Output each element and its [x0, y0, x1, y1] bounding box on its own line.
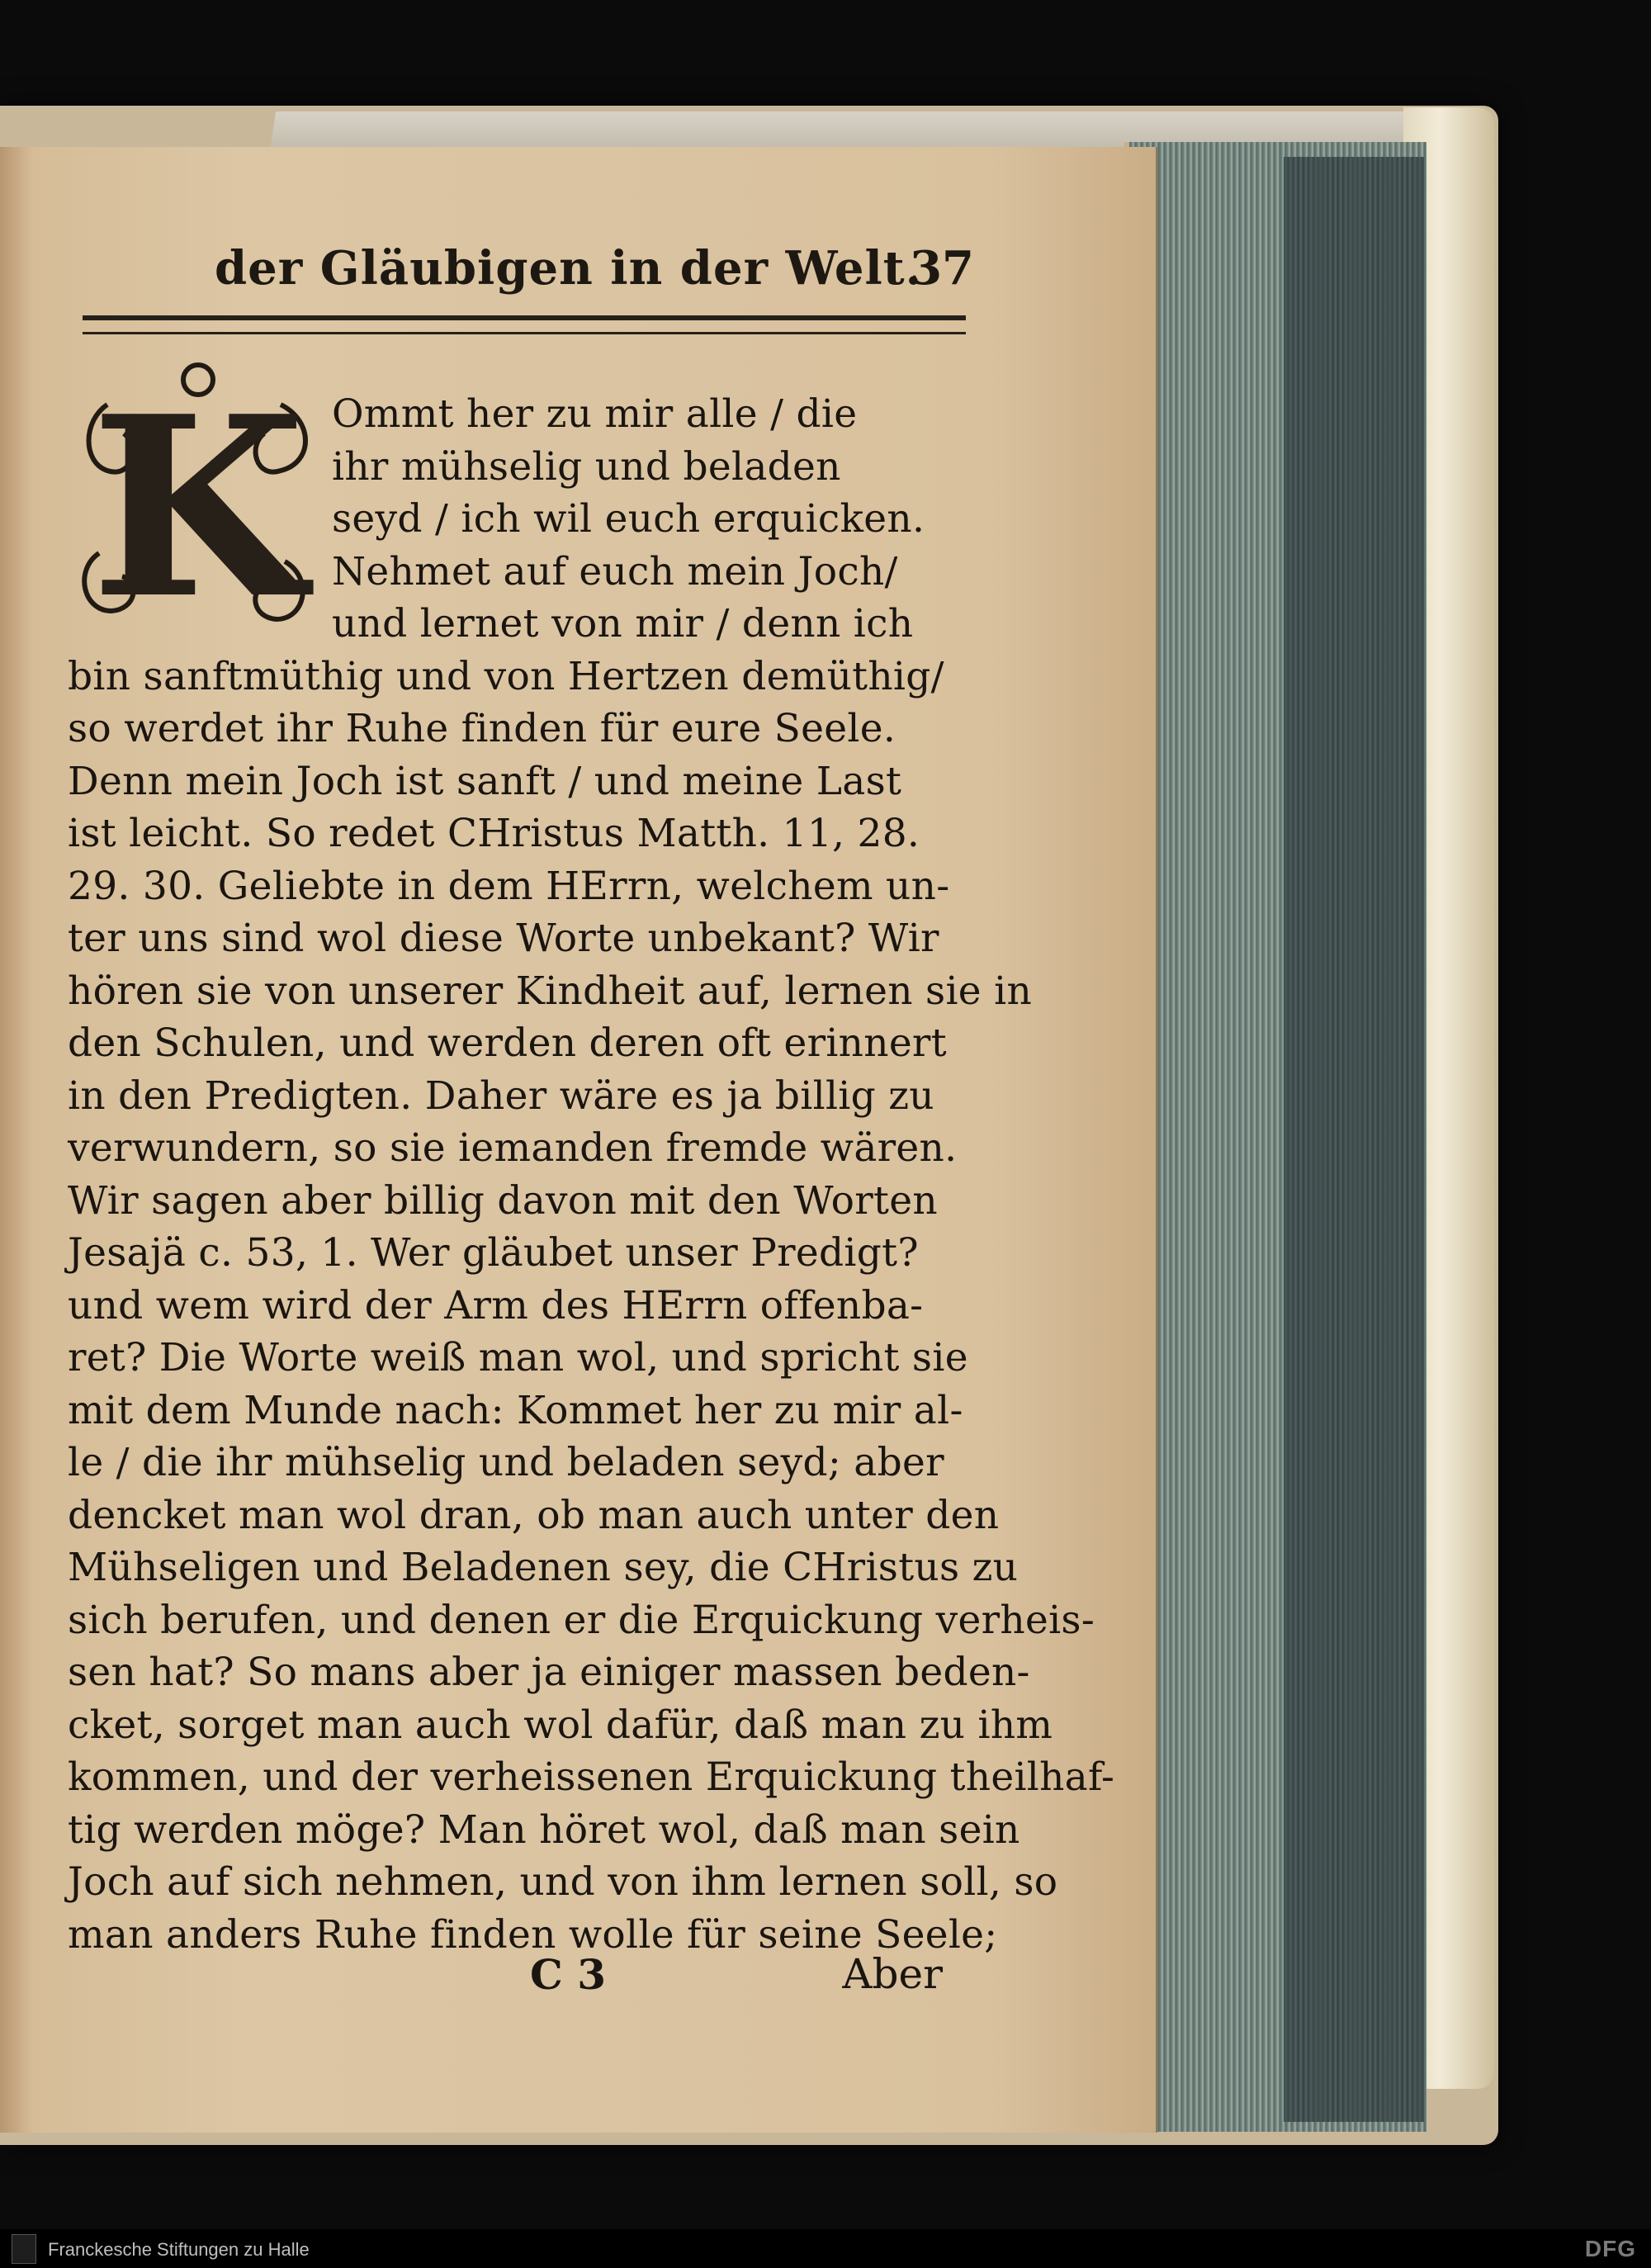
text-line: in den Predigten. Daher wäre es ja billig zu [68, 1072, 934, 1119]
body-text [68, 388, 1115, 1961]
header-rule [83, 315, 966, 334]
text-line: dencket man wol dran, ob man auch unter den [68, 1492, 1000, 1538]
viewer-footer-bar [0, 2229, 1651, 2268]
page-header [215, 241, 974, 299]
text-line: ter uns sind wol diese Worte unbekant? Wir [68, 916, 939, 961]
page-footer [68, 1950, 943, 2008]
text-line: mit dem Munde nach: Kommet her zu mir al- [68, 1387, 963, 1433]
text-line: bin sanftmüthig und von Hertzen demüthig/ [68, 653, 944, 699]
text-line: le / die ihr mühselig und beladen seyd; aber [68, 1440, 944, 1485]
text-line: ihr mühselig und beladen [332, 443, 841, 490]
page-stack-shadow [1284, 157, 1424, 2122]
text-line: man anders Ruhe finden wolle für seine Seele; [68, 1911, 998, 1958]
institution-logo-icon [12, 2234, 36, 2264]
institution-name: Franckesche Stiftungen zu Halle [48, 2239, 310, 2260]
text-line: 29. 30. Geliebte in dem HErrn, welchem un- [68, 863, 950, 909]
text-line: den Schulen, und werden deren oft erinnert [68, 1020, 947, 1066]
text-line: Mühseligen und Beladenen sey, die CHristus zu [68, 1545, 1019, 1590]
text-line: Ommt her zu mir alle / die [332, 391, 858, 437]
dfg-logo: DFG [1584, 2236, 1636, 2261]
text-line: Wir sagen aber billig davon mit den Worten [68, 1177, 938, 1224]
text-line: ret? Die Worte weiß man wol, und spricht sie [68, 1335, 968, 1380]
text-line: seyd / ich wil euch erquicken. [332, 496, 925, 542]
signature-mark: C 3 [530, 1950, 606, 1999]
text-line: so werdet ihr Ruhe finden für eure Seele. [68, 706, 896, 751]
text-line: sich berufen, und denen er die Erquickung verheis- [68, 1597, 1095, 1643]
initial-letter: K [90, 362, 306, 652]
text-line: und lernet von mir / denn ich [332, 601, 914, 646]
text-line: Nehmet auf euch mein Joch/ [332, 548, 898, 594]
text-line: kommen, und der verheissenen Erquickung theilhaf- [68, 1754, 1115, 1800]
text-line: ist leicht. So redet CHristus Matth. 11, 28. [68, 811, 920, 856]
text-line: sen hat? So mans aber ja einiger massen beden- [68, 1650, 1030, 1695]
text-line: und wem wird der Arm des HErrn offenba- [68, 1282, 924, 1328]
text-line: cket, sorget man auch wol dafür, daß man zu ihm [68, 1702, 1053, 1748]
text-line: Joch auf sich nehmen, und von ihm lernen soll, so [68, 1859, 1058, 1905]
text-line: verwundern, so sie iemanden fremde wären. [68, 1125, 958, 1171]
text-line: tig werden möge? Man höret wol, daß man sein [68, 1806, 1020, 1853]
catchword: Aber [842, 1950, 943, 1998]
page-number: 37 [910, 241, 974, 296]
text-line: hören sie von unserer Kindheit auf, lernen sie in [68, 968, 1033, 1014]
running-head: der Gläubigen in der Welt. [215, 241, 923, 296]
text-line: Denn mein Joch ist sanft / und meine Last [68, 758, 902, 804]
text-line: Jesajä c. 53, 1. Wer gläubet unser Predigt? [68, 1230, 919, 1276]
